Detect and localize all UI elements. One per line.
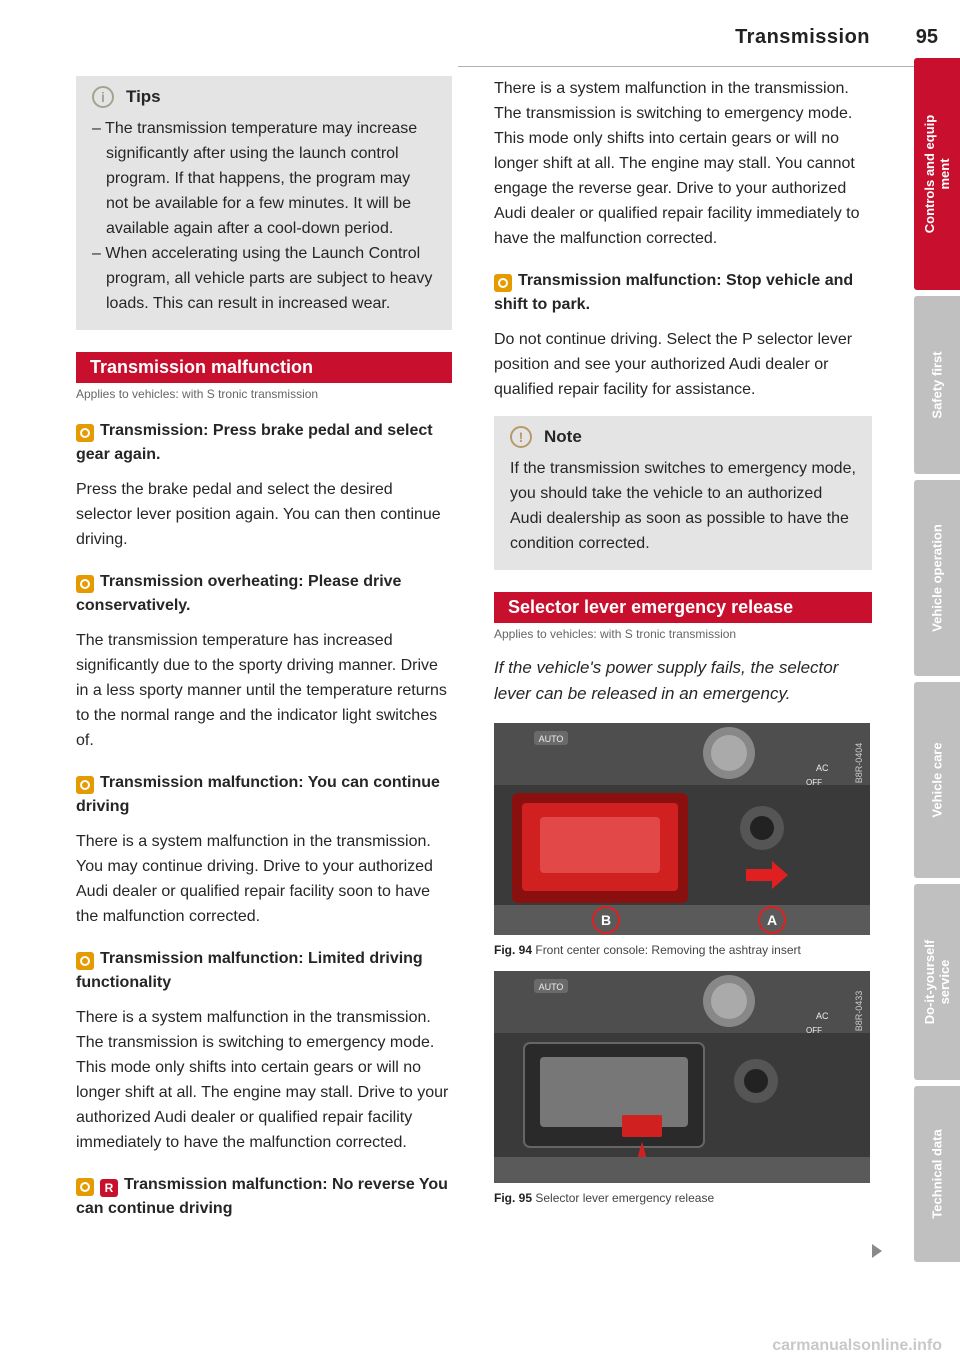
tab-safety-first[interactable]: Safety first [914, 296, 960, 474]
figure-94-image [494, 723, 870, 935]
svg-text:AUTO: AUTO [538, 734, 564, 744]
note-title: Note [544, 427, 582, 446]
tips-item: – When accelerating using the Launch Control program, all vehicle parts are subject to heavy loads. This can result in increased wear. [92, 245, 433, 312]
tab-controls-and-equipment[interactable]: Controls and equip ment [914, 58, 960, 290]
svg-text:AC: AC [816, 1011, 829, 1021]
tab-vehicle-operation[interactable]: Vehicle operation [914, 480, 960, 676]
tab-do-it-yourself-service[interactable]: Do-it-yourself service [914, 884, 960, 1080]
console-illustration [494, 971, 870, 1183]
transmission-warning-icon [76, 952, 94, 970]
svg-text:AUTO: AUTO [538, 982, 564, 992]
note-icon: ! [510, 426, 532, 448]
figure-95-caption [494, 1189, 872, 1207]
svg-text:OFF: OFF [806, 778, 822, 787]
message-heading: Transmission malfunction: You can continue driving [76, 774, 440, 815]
figure-label: Fig. 95 [494, 1191, 533, 1205]
svg-text:B: B [600, 912, 612, 928]
figure-caption-text: Front center console: Removing the ashtray insert [535, 943, 801, 957]
transmission-warning-icon [76, 575, 94, 593]
tab-vehicle-care[interactable]: Vehicle care [914, 682, 960, 878]
page-number: 95 [915, 26, 938, 48]
page-header [478, 24, 938, 54]
tips-header [92, 86, 436, 108]
right-column [494, 76, 872, 1207]
reverse-warning-icon: R [100, 1179, 118, 1197]
message-heading: Transmission overheating: Please drive conservatively. [76, 573, 402, 614]
info-icon: i [92, 86, 114, 108]
left-column [76, 76, 452, 1221]
tips-item: – The transmission temperature may increase significantly after using the launch control program. If that happens, the program may not be available for a few minutes. It will be available again after a cool-down period. [92, 120, 418, 237]
message-heading: Transmission malfunction: Stop vehicle and shift to park. [494, 272, 854, 313]
console-illustration [494, 723, 870, 935]
tips-title: Tips [126, 87, 161, 106]
applies-note: Applies to vehicles: with S tronic transmission [76, 387, 319, 401]
watermark: carmanualsonline.info [772, 1337, 942, 1354]
message-heading: R Transmission malfunction: No reverse You can continue driving [76, 1176, 448, 1217]
figure-95-image [494, 971, 870, 1183]
message-body: Do not continue driving. Select the P selector lever position and see your authorized Audi dealer or qualified repair facility for assistance. [494, 331, 853, 398]
paragraph: There is a system malfunction in the transmission. The transmission is switching to emergency mode. This mode only shifts into certain gears or will no longer shift at all. The engine may stall. You cannot engage the reverse gear. Drive to your authorized Audi dealer or qualified repair facility immediately to have the malfunction corrected. [494, 80, 860, 247]
continue-arrow-icon [872, 1244, 882, 1258]
svg-text:OFF: OFF [806, 1026, 822, 1035]
note-text: If the transmission switches to emergency mode, you should take the vehicle to an authorized Audi dealership as soon as possible to have the condition corrected. [510, 460, 856, 552]
message-body: Press the brake pedal and select the desired selector lever position again. You can then continue driving. [76, 481, 441, 548]
transmission-warning-icon [76, 776, 94, 794]
header-rule [458, 66, 938, 67]
note-box [494, 416, 872, 570]
header-title: Transmission [735, 26, 870, 48]
figure-label: Fig. 94 [494, 943, 533, 957]
note-header [510, 426, 856, 448]
message-body: There is a system malfunction in the transmission. The transmission is switching to emergency mode. This mode only shifts into certain gears or will no longer shift at all. The engine may stall. Drive to your authorized Audi dealer or qualified repair facility immediately to have the malfunction corrected. [76, 1009, 449, 1151]
applies-note: Applies to vehicles: with S tronic transmission [494, 627, 737, 641]
message-heading: Transmission: Press brake pedal and select gear again. [76, 422, 433, 463]
figure-caption-text: Selector lever emergency release [535, 1191, 715, 1205]
svg-text:AC: AC [816, 763, 829, 773]
chapter-tabs [914, 58, 960, 1268]
svg-text:B8R-0433: B8R-0433 [854, 990, 864, 1032]
svg-text:B8R-0404: B8R-0404 [854, 742, 864, 784]
transmission-warning-icon [76, 1178, 94, 1196]
lead-text: If the vehicle's power supply fails, the selector lever can be released in an emergency. [494, 658, 839, 703]
message-body: The transmission temperature has increased significantly due to the sporty driving manner. Drive in a less sporty manner until the temperature returns to the normal range and the indicator light switches of. [76, 632, 447, 749]
message-body: There is a system malfunction in the transmission. You may continue driving. Drive to your authorized Audi dealer or qualified repair facility soon to have the malfunction corrected. [76, 833, 433, 925]
tips-box [76, 76, 452, 330]
figure-94-caption [494, 941, 872, 959]
transmission-warning-icon [494, 274, 512, 292]
transmission-warning-icon [76, 424, 94, 442]
section-title: Selector lever emergency release [494, 592, 872, 623]
section-title: Transmission malfunction [76, 352, 452, 383]
tab-technical-data[interactable]: Technical data [914, 1086, 960, 1262]
message-heading: Transmission malfunction: Limited driving functionality [76, 950, 423, 991]
svg-text:A: A [766, 912, 778, 928]
